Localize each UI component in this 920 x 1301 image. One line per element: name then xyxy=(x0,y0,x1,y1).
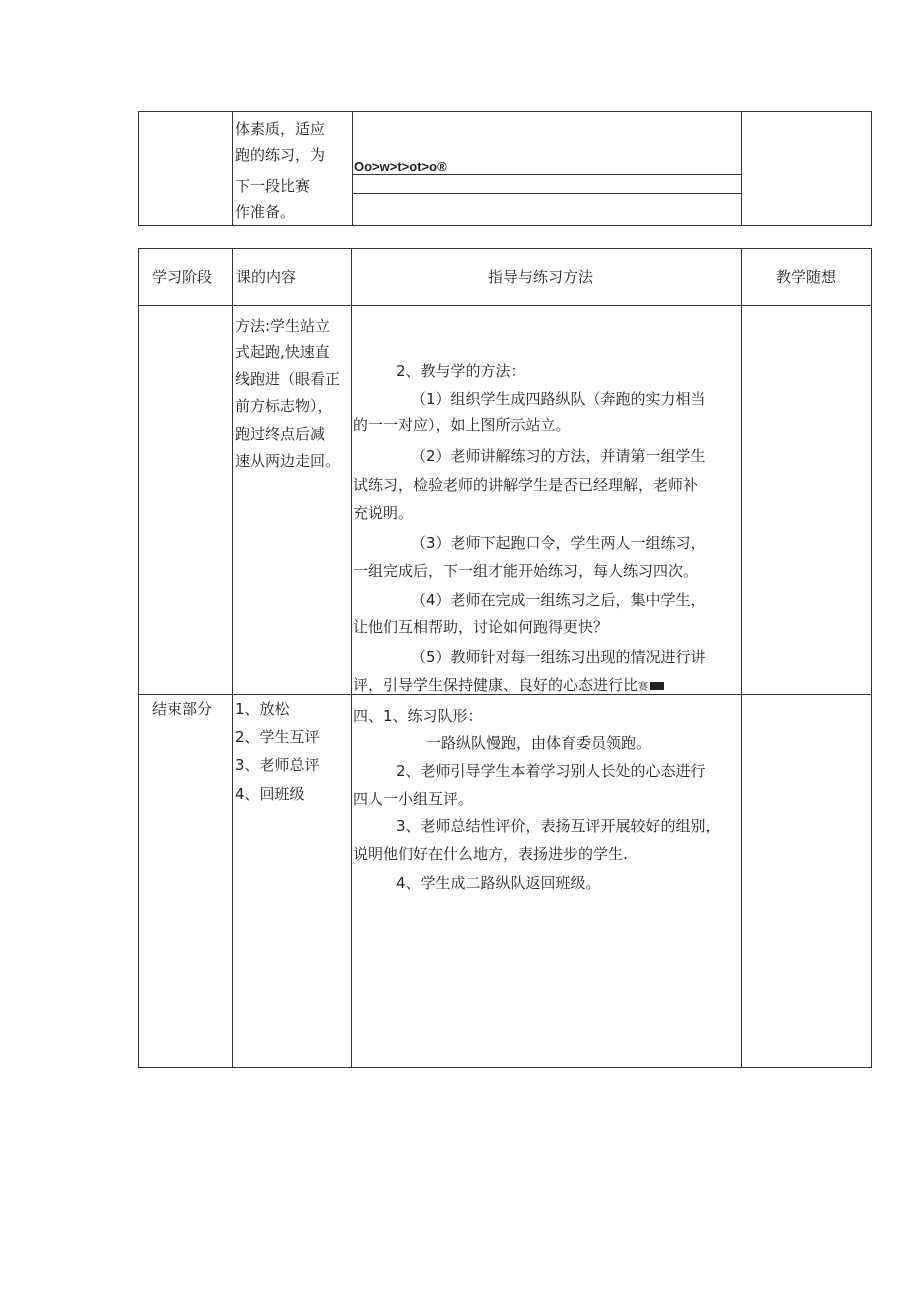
header-method: 指导与练习方法 xyxy=(488,268,594,286)
table-main-vline-0 xyxy=(138,248,139,1068)
table-top-border-top xyxy=(138,111,872,112)
table-top-vline-2 xyxy=(352,111,353,226)
header-stage: 学习阶段 xyxy=(152,268,213,286)
row2-method-line-7: 4、学生成二路纵队返回班级。 xyxy=(396,874,601,892)
row1-method-line-5: 试练习，检验老师的讲解学生是否已经理解，老师补 xyxy=(353,476,699,494)
row1-method-line-2: （1）组织学生成四路纵队（奔跑的实力相当 xyxy=(411,390,706,408)
row1-content-line-1: 方法:学生站立 xyxy=(235,317,331,335)
row2-method-line-4: 四人一小组互评。 xyxy=(353,790,474,808)
top-content-line-2: 跑的练习，为 xyxy=(235,146,326,164)
header-content: 课的内容 xyxy=(236,268,297,286)
table-main-header-bottom xyxy=(138,305,872,306)
top-content-line-1: 体素质，适应 xyxy=(235,120,326,138)
row1-method-line-1: 2、教与学的方法： xyxy=(396,362,526,380)
row1-content-line-2: 式起跑,快速直 xyxy=(235,343,330,361)
row1-method-line-12 xyxy=(353,676,664,697)
row2-content-line-4: 4、回班级 xyxy=(235,785,305,803)
row2-method-line-2: 一路纵队慢跑，由体育委员领跑。 xyxy=(426,734,652,752)
row1-method-line-12-text: 评，引导学生保持健康、良好的心态进行比 xyxy=(353,676,639,694)
row1-method-line-11: （5）教师针对每一组练习出现的情况进行讲 xyxy=(411,648,706,666)
table-top-vline-4 xyxy=(871,111,872,226)
table-main-border-bottom xyxy=(138,1067,872,1068)
row1-content-line-5: 跑过终点后减 xyxy=(235,425,326,443)
row2-method-line-1: 四、1、练习队形： xyxy=(353,707,483,725)
header-notes: 教学随想 xyxy=(776,268,837,286)
row1-method-line-8: 一组完成后，下一组才能开始练习，每人练习四次。 xyxy=(353,562,699,580)
row2-content-line-2: 2、学生互评 xyxy=(235,728,320,746)
row2-method-line-3: 2、老师引导学生本着学习别人长处的心态进行 xyxy=(396,762,706,780)
row1-method-line-7: （3）老师下起跑口令，学生两人一组练习， xyxy=(411,534,706,552)
row2-content-line-3: 3、老师总评 xyxy=(235,756,320,774)
table-top-border-bottom xyxy=(138,225,872,226)
table-main-vline-4 xyxy=(871,248,872,1068)
row1-method-line-4: （2）老师讲解练习的方法，并请第一组学生 xyxy=(411,447,706,465)
table-top-inner-line-2 xyxy=(352,193,742,194)
table-top-vline-0 xyxy=(138,111,139,226)
top-garbled-text: Oo>w>t>ot>o® xyxy=(354,159,447,174)
row1-content-line-3: 线跑进（眼看正 xyxy=(235,370,341,388)
table-top-vline-1 xyxy=(232,111,233,226)
row1-method-line-3: 的一一对应），如上图所示站立。 xyxy=(353,416,571,434)
row2-stage: 结束部分 xyxy=(152,700,213,718)
row2-method-line-6: 说明他们好在什么地方，表扬进步的学生. xyxy=(353,845,628,863)
row1-method-line-6: 充说明。 xyxy=(353,504,414,522)
redaction-block xyxy=(650,682,664,690)
row2-method-line-5: 3、老师总结性评价，表扬互评开展较好的组别， xyxy=(396,817,721,835)
row1-content-line-4: 前方标志物）， xyxy=(235,397,333,415)
table-main-vline-1 xyxy=(232,248,233,1068)
row1-method-tail: 赛 xyxy=(638,682,649,693)
table-main-border-top xyxy=(138,248,872,249)
row1-method-line-9: （4）老师在完成一组练习之后，集中学生， xyxy=(411,591,706,609)
top-content-line-4: 作准备。 xyxy=(235,203,296,221)
table-main-vline-3 xyxy=(741,248,742,1068)
row2-content-line-1: 1、放松 xyxy=(235,700,290,718)
top-content-line-3: 下一段比赛 xyxy=(235,177,311,195)
table-main-vline-2 xyxy=(351,248,352,1068)
row1-content-line-6: 速从两边走回。 xyxy=(235,452,341,470)
table-top-vline-3 xyxy=(741,111,742,226)
row1-method-line-10: 让他们互相帮助，讨论如何跑得更快？ xyxy=(353,618,609,636)
